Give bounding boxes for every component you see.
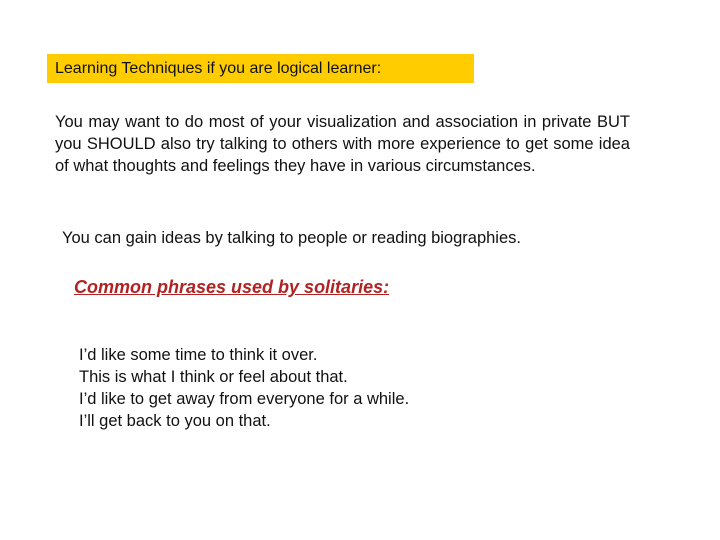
slide-title-text: Learning Techniques if you are logical learner: (55, 60, 382, 77)
phrase-list (79, 344, 409, 432)
paragraph-gain-ideas: You can gain ideas by talking to people or reading biographies. (62, 229, 521, 247)
phrase-item: I’d like some time to think it over. (79, 346, 318, 364)
phrase-item: I’ll get back to you on that. (79, 412, 271, 430)
phrase-item: I’d like to get away from everyone for a while. (79, 390, 410, 408)
phrases-heading: Common phrases used by solitaries: (74, 277, 390, 297)
slide-title (47, 54, 474, 83)
phrase-item: This is what I think or feel about that. (79, 368, 348, 386)
paragraph-private-visualization: You may want to do most of your visualization and association in private BUT you SHOULD also try talking to others with more experience to get some idea of what thoughts and feelings they have in various circumstances. (55, 113, 630, 175)
